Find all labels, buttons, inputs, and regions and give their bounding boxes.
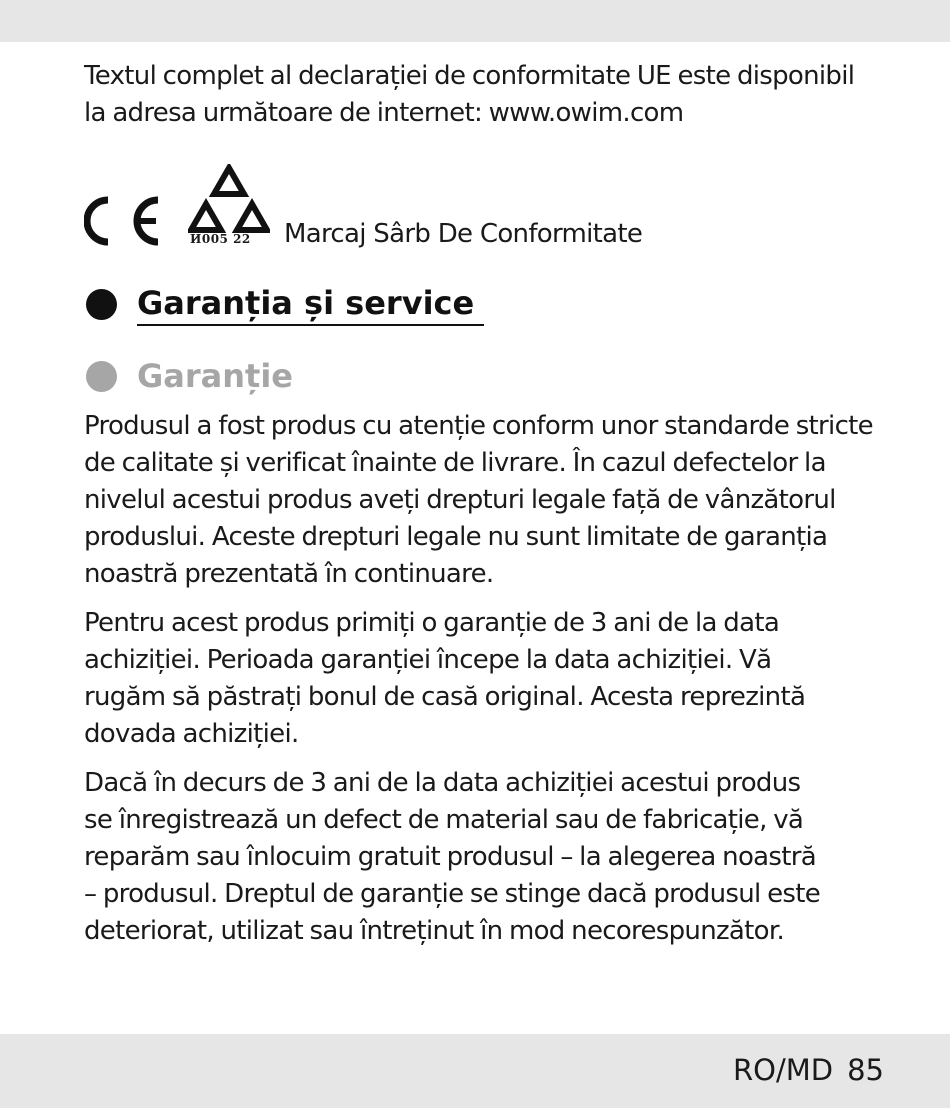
sub-heading <box>86 354 293 398</box>
paragraph: Dacă în decurs de 3 ani de la data achiziției acestui produs se înregistrează un defect de material sau de fabricație, vă reparăm sau înlocuim gratuit produsul – la alegerea noastră – produsul. Dreptul de garanție se stinge dacă produsul este deteriorat, utilizat sau întreținut în mod necorespunzător. <box>84 768 821 946</box>
sub-heading-text: Garanție <box>137 357 293 395</box>
paragraph: Produsul a fost produs cu atenție conform unor standarde stricte de calitate și verificat înainte de livrare. În cazul defectelor la nivelul acestui produs aveți drepturi legale față de vânzătorul produslui. Aceste drepturi legale nu sunt limitate de garanția noastră prezentată în continuare. <box>84 411 873 589</box>
section-heading-text: Garanția și service <box>137 282 484 326</box>
top-band <box>0 0 950 42</box>
bullet-dot-icon <box>86 361 117 392</box>
bullet-dot-icon <box>86 289 117 320</box>
section-heading <box>86 282 484 326</box>
conformity-declaration-text: Textul complet al declarației de conformitate UE este disponibil la adresa următoare de internet: www.owim.com <box>84 61 855 128</box>
page-number: 85 <box>847 1053 884 1087</box>
paragraph: Pentru acest produs primiți o garanție de 3 ani de la data achiziției. Perioada garanției începe la data achiziției. Vă rugăm să păstrați bonul de casă original. Acesta reprezintă dovada achiziției. <box>84 608 806 749</box>
ce-marking-icon <box>84 194 164 248</box>
conformity-mark-label: Marcaj Sârb De Conformitate <box>284 219 643 249</box>
page-footer <box>733 1050 884 1090</box>
language-code: RO/MD <box>732 1053 834 1087</box>
conformity-mark-code: И005 22 <box>190 232 251 246</box>
